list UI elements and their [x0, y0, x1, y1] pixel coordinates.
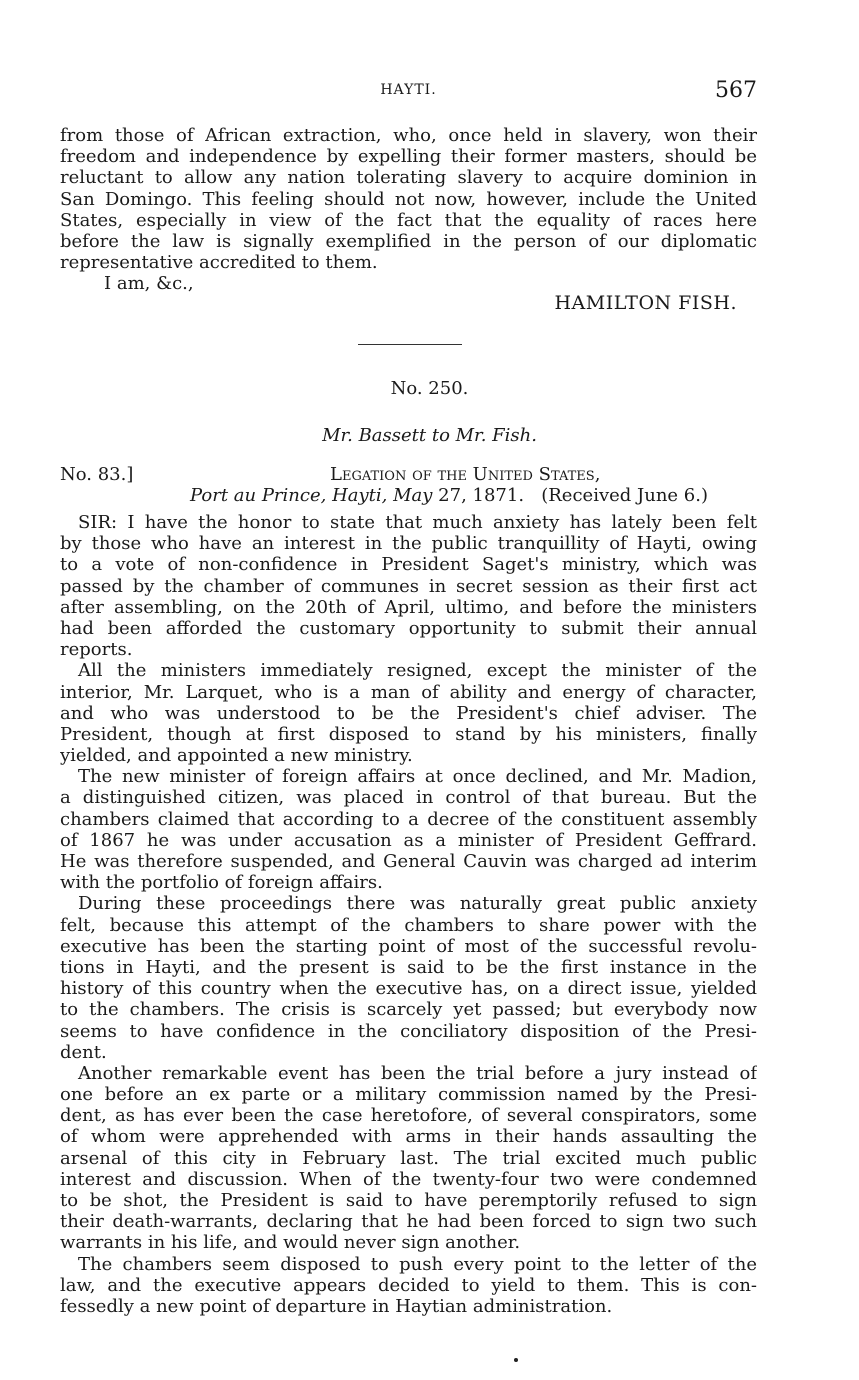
text-line: States, especially in view of the fact that the equality of races here	[60, 209, 757, 231]
text-line: reports.	[60, 639, 133, 661]
text-line: with the portfolio of foreign affairs.	[60, 872, 383, 894]
text-line: chambers claimed that according to a decree of the constituent assembly	[60, 808, 757, 830]
text-line: of whom were apprehended with arms in their hands assaulting the	[60, 1126, 757, 1148]
text-line: The new minister of foreign affairs at once declined, and Mr. Madion,	[78, 766, 757, 788]
text-line: President, though at first disposed to stand by his ministers, finally	[60, 723, 757, 745]
text-line: yielded, and appointed a new ministry.	[60, 745, 413, 767]
text-line: one before an ex parte or a military commission named by the Presi-	[60, 1084, 757, 1106]
text-line: Another remarkable event has been the trial before a jury instead of	[78, 1062, 757, 1084]
place-date-line	[190, 485, 708, 506]
document-number: No. 250.	[390, 378, 469, 399]
reference-number: No. 83.]	[60, 464, 134, 485]
text-line: their death-warrants, declaring that he had been forced to sign two such	[60, 1211, 757, 1233]
correspondence-heading: Mr. Bassett to Mr. Fish.	[322, 425, 537, 446]
text-line: During these proceedings there was naturally great public anxiety	[78, 893, 757, 915]
text-line: SIR: I have the honor to state that much anxiety has lately been felt	[78, 512, 757, 533]
text-line: He was therefore suspended, and General Cauvin was charged ad interim	[60, 851, 757, 872]
text-line: of 1867 he was under accusation as a minister of President Geffrard.	[60, 829, 757, 851]
text-line: to be shot, the President is said to have peremptorily refused to sign	[60, 1190, 757, 1211]
closing-salutation: I am, &c.,	[104, 273, 194, 294]
text-line: interest and discussion. When of the twenty-four two were condemned	[60, 1168, 757, 1190]
text-line: by those who have an interest in the public tranquillity of Hayti, owing	[60, 533, 757, 555]
text-line: dent, as has ever been the case heretofore, of several conspirators, some	[60, 1105, 757, 1127]
letter-body	[60, 512, 757, 1317]
text-line: seems to have confidence in the conciliatory disposition of the Presi-	[60, 1020, 757, 1042]
text-line: a distinguished citizen, was placed in control of that bureau. But the	[60, 787, 757, 809]
received-text: (Received June 6.)	[541, 485, 708, 506]
text-line: passed by the chamber of communes in secret session as their first act	[60, 575, 757, 597]
text-line: interior, Mr. Larquet, who is a man of ability and energy of character,	[60, 681, 757, 703]
date-text: 27, 1871.	[438, 485, 525, 506]
text-line: and who was understood to be the President's chief adviser. The	[60, 702, 757, 724]
print-mark	[514, 1358, 518, 1362]
text-line: executive has been the starting point of most of the successful revolu-	[60, 935, 757, 957]
text-line: felt, because this attempt of the chambers to share power with the	[60, 914, 757, 936]
text-line: reluctant to allow any nation tolerating slavery to acquire dominion in	[60, 167, 757, 189]
text-line: from those of African extraction, who, once held in slavery, won their	[60, 125, 757, 146]
section-divider	[358, 344, 462, 345]
text-line: All the ministers immediately resigned, except the minister of the	[78, 660, 757, 682]
text-line: to a vote of non-confidence in President Saget's ministry, which was	[60, 554, 757, 576]
text-line: before the law is signally exemplified in the person of our diplomatic	[60, 230, 757, 252]
text-line: had been afforded the customary opportunity to submit their annual	[60, 617, 757, 639]
page-number: 567	[715, 78, 757, 103]
signature: HAMILTON FISH.	[554, 292, 737, 314]
legation-heading: Legation of the United States,	[330, 464, 601, 485]
place-text: Port au Prince, Hayti, May	[190, 485, 433, 506]
text-line: law, and the executive appears decided to yield to them. This is con-	[60, 1274, 757, 1296]
text-line: history of this country when the executive has, on a direct issue, yielded	[60, 978, 757, 1000]
text-line: arsenal of this city in February last. The trial excited much public	[60, 1147, 757, 1169]
text-line: warrants in his life, and would never sign another.	[60, 1232, 521, 1254]
text-line: The chambers seem disposed to push every point to the letter of the	[78, 1253, 757, 1275]
running-title: HAYTI.	[380, 82, 437, 98]
text-line: tions in Hayti, and the present is said to be the first instance in the	[60, 956, 757, 978]
text-line: to the chambers. The crisis is scarcely yet passed; but everybody now	[60, 999, 757, 1021]
text-line: fessedly a new point of departure in Haytian administration.	[60, 1295, 613, 1317]
text-line: San Domingo. This feeling should not now, however, include the United	[60, 188, 757, 210]
text-line: freedom and independence by expelling their former masters, should be	[60, 146, 757, 168]
text-line: dent.	[60, 1041, 107, 1063]
page-header	[60, 78, 757, 108]
text-line: representative accredited to them.	[60, 252, 378, 274]
text-line: after assembling, on the 20th of April, ultimo, and before the ministers	[60, 596, 757, 618]
top-paragraph	[60, 125, 757, 273]
